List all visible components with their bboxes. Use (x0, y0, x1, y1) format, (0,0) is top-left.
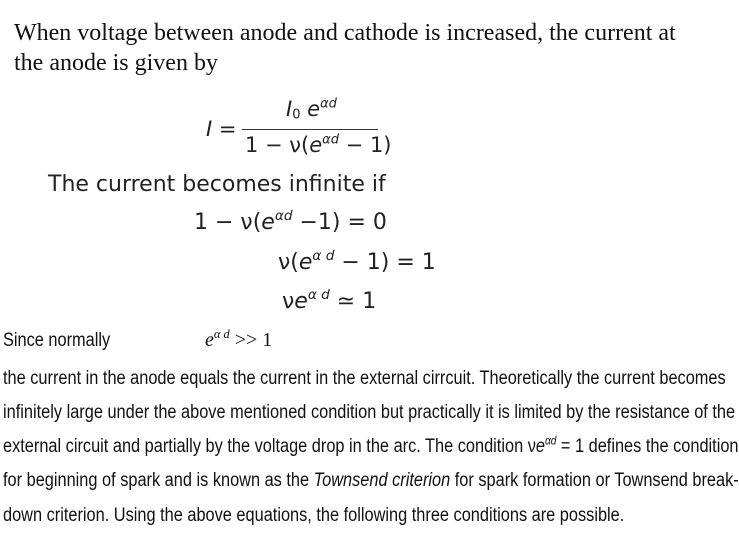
cond3-post: ≃ 1 (329, 289, 377, 314)
line4-post: for spark formation or Townsend break- (450, 470, 739, 491)
line4-pre: for beginning of spark and is known as the (3, 470, 314, 491)
numerator-e: e (307, 97, 321, 121)
infinite-heading: The current becomes infinite if (48, 172, 386, 197)
cond1-post: −1) = 0 (292, 210, 387, 235)
paragraph-line-3 (3, 436, 739, 458)
cond3-pre: ν (282, 289, 295, 314)
condition-2 (278, 250, 436, 275)
cond2-e: e (298, 250, 313, 275)
denominator-e: e (309, 133, 323, 157)
intro-text: When voltage between anode and cathode is increased, the current at the anode is given by (14, 20, 676, 76)
line3-pre: external circuit and partially by the voltage drop in the arc. The condition ν (3, 436, 536, 457)
denominator-pre: 1 − ν( (245, 133, 310, 157)
formula-lhs: I = (206, 117, 237, 141)
numerator-base: I (286, 97, 293, 121)
line3-post: = 1 defines the condition (556, 436, 739, 457)
denominator-exp: αd (322, 132, 339, 148)
line3-e: e (535, 436, 545, 457)
condition-1 (194, 210, 387, 235)
line3-exp: αd (544, 434, 557, 448)
formula-numerator (286, 97, 337, 121)
since-equation (205, 326, 273, 352)
since-post: >> 1 (229, 329, 273, 351)
cond1-pre: 1 − ν( (194, 210, 262, 235)
since-exp: α d (213, 326, 230, 341)
paragraph-line-1: the current in the anode equals the current in the external cirrcuit. Theoretically the current becomes (3, 368, 726, 389)
numerator-exp: αd (320, 96, 337, 112)
cond2-exp: α d (312, 248, 335, 265)
denominator-post: − 1) (339, 133, 392, 157)
numerator-sub: 0 (292, 107, 301, 123)
cond2-pre: ν( (278, 250, 299, 275)
cond3-exp: α d (307, 287, 330, 304)
cond1-exp: αd (274, 208, 293, 225)
since-e: e (205, 329, 214, 351)
paragraph-line-5: down criterion. Using the above equations, the following three conditions are possible. (3, 505, 625, 526)
condition-3 (282, 289, 376, 314)
line4-em: Townsend criterion (313, 470, 451, 491)
cond2-post: − 1) = 1 (334, 250, 436, 275)
cond1-e: e (261, 210, 275, 235)
cond3-e: e (294, 289, 308, 314)
fraction-bar (242, 129, 378, 130)
paragraph-line-4 (3, 470, 739, 492)
paragraph-line-2: infinitely large under the above mentioned condition but practically it is limited by the resistance of the (3, 402, 736, 423)
formula-denominator (245, 133, 392, 157)
since-normally: Since normally (3, 330, 111, 351)
